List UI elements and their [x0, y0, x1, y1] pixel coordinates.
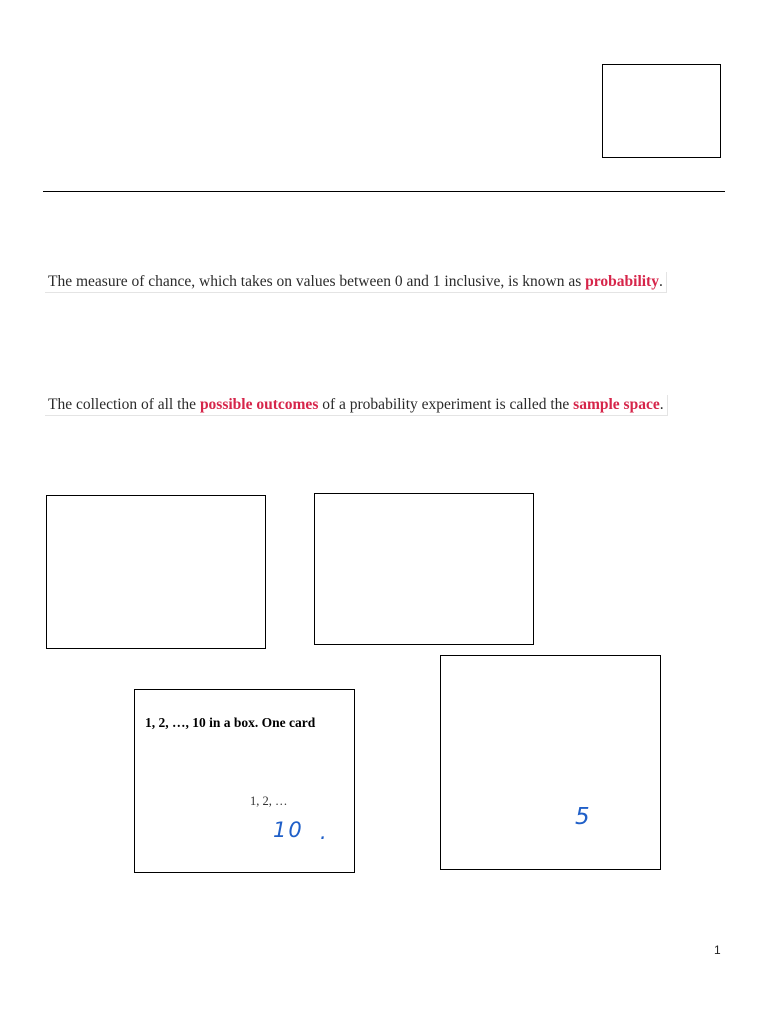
sample-space-term: sample space — [573, 396, 660, 413]
probability-definition-suffix: . — [658, 273, 663, 290]
sample-space-definition-prefix: The collection of all the — [48, 396, 200, 413]
sample-space-definition-middle: of a probability experiment is called the — [318, 396, 574, 413]
handwritten-five: 5 — [575, 804, 590, 830]
card-example-box — [134, 689, 355, 873]
header-divider — [43, 191, 725, 192]
probability-term: probability — [585, 273, 659, 290]
probability-definition-prefix: The measure of chance, which takes on values between 0 and 1 inclusive, is known as — [48, 273, 586, 290]
card-example-sequence: 1, 2, … — [250, 794, 288, 808]
sample-space-definition — [45, 395, 668, 416]
possible-outcomes-term: possible outcomes — [199, 396, 319, 413]
top-right-placeholder-box — [602, 64, 721, 158]
middle-empty-box — [314, 493, 534, 645]
probability-definition — [45, 272, 667, 293]
sample-space-definition-suffix: . — [659, 396, 664, 413]
page-number: 1 — [714, 943, 721, 957]
right-answer-box — [440, 655, 661, 870]
handwritten-ten: 10 — [273, 818, 304, 842]
handwritten-dot: . — [320, 820, 327, 844]
left-empty-box — [46, 495, 266, 649]
card-example-title: 1, 2, …, 10 in a box. One card — [145, 715, 316, 730]
